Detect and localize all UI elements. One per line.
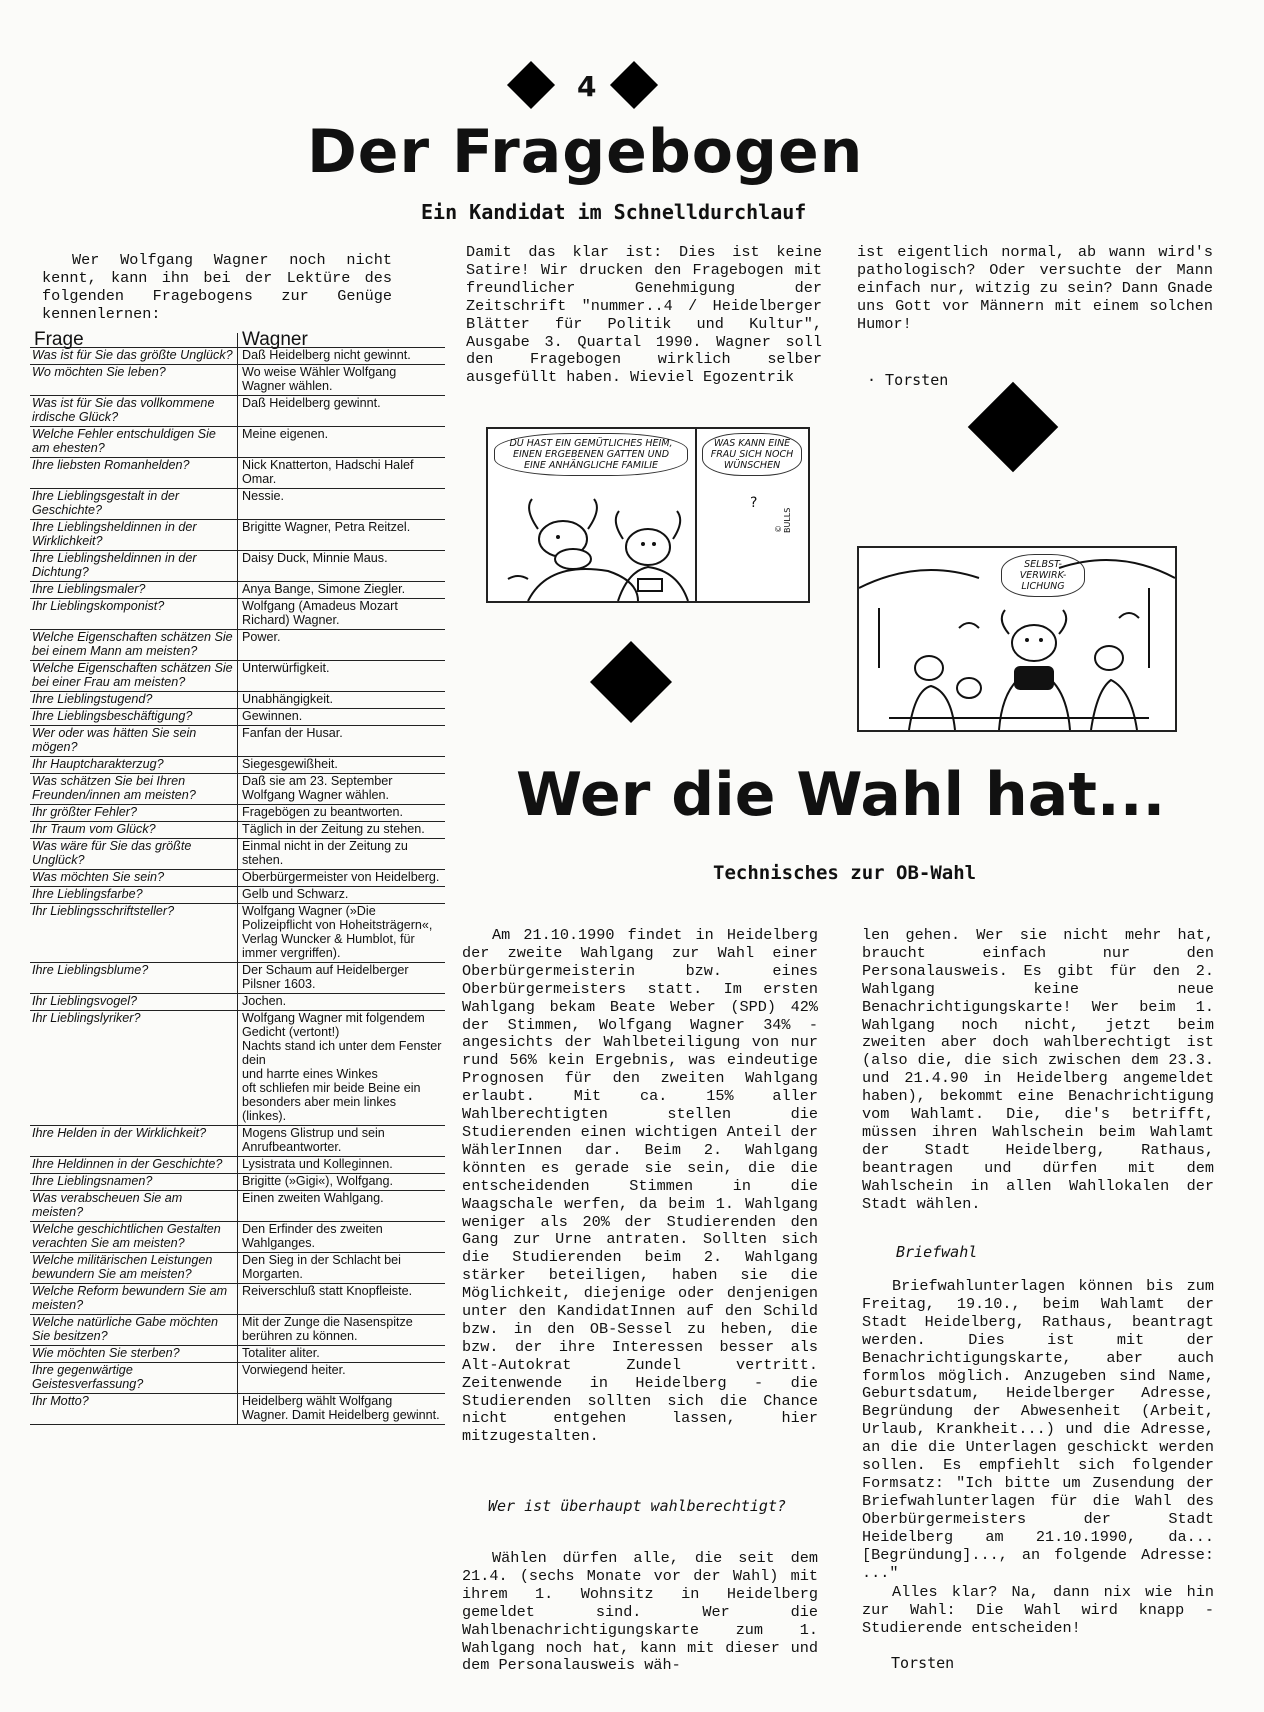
table-row — [30, 963, 445, 994]
question-cell: Was verabscheuen Sie am meisten? — [30, 1191, 238, 1222]
question-cell: Was schätzen Sie bei Ihren Freunden/innen am meisten? — [30, 774, 238, 805]
table-row — [30, 1315, 445, 1346]
table-row — [30, 805, 445, 822]
table-row — [30, 1394, 445, 1425]
answer-cell: Unterwürfigkeit. — [238, 661, 446, 692]
question-mark: ? — [750, 495, 758, 511]
table-row — [30, 839, 445, 870]
table-row — [30, 1157, 445, 1174]
question-cell: Ihre Lieblingsbeschäftigung? — [30, 709, 238, 726]
table-header-row — [30, 333, 445, 348]
table-row — [30, 427, 445, 458]
question-cell: Ihre Lieblingstugend? — [30, 692, 238, 709]
ornament-diamond-right-column — [968, 382, 1059, 473]
questionnaire-table — [30, 329, 445, 1425]
question-cell: Welche Reform bewundern Sie am meisten? — [30, 1284, 238, 1315]
article-col2-heading: Briefwahl — [896, 1243, 978, 1261]
speech-bubble-right: WAS KANN EINE FRAU SICH NOCH WÜNSCHEN — [702, 433, 802, 476]
table-row — [30, 692, 445, 709]
answer-cell: Daisy Duck, Minnie Maus. — [238, 551, 446, 582]
ornament-diamond-left — [507, 61, 555, 109]
answer-cell: Den Erfinder des zweiten Wahlganges. — [238, 1222, 446, 1253]
answer-cell: Anya Bange, Simone Ziegler. — [238, 582, 446, 599]
article-signature: Torsten — [891, 1654, 955, 1672]
table-row — [30, 1346, 445, 1363]
table-row — [30, 1253, 445, 1284]
table-row — [30, 396, 445, 427]
answer-cell: Mit der Zunge die Nasenspitze berühren zu können. — [238, 1315, 446, 1346]
question-cell: Welche geschichtlichen Gestalten verachten Sie am meisten? — [30, 1222, 238, 1253]
question-cell: Welche natürliche Gabe möchten Sie besitzen? — [30, 1315, 238, 1346]
table-row — [30, 1222, 445, 1253]
answer-cell: Täglich in der Zeitung zu stehen. — [238, 822, 446, 839]
table-row — [30, 1191, 445, 1222]
question-cell: Wer oder was hätten Sie sein mögen? — [30, 726, 238, 757]
answer-cell: Gewinnen. — [238, 709, 446, 726]
question-cell: Welche Fehler entschuldigen Sie am ehesten? — [30, 427, 238, 458]
question-cell: Ihre Lieblingsfarbe? — [30, 887, 238, 904]
cartoon-self-realisation — [857, 546, 1177, 732]
answer-cell: Vorwiegend heiter. — [238, 1363, 446, 1394]
table-row — [30, 904, 445, 963]
answer-cell: Den Sieg in der Schlacht bei Morgarten. — [238, 1253, 446, 1284]
answer-cell: Siegesgewißheit. — [238, 757, 446, 774]
question-cell: Ihre Lieblingsmaler? — [30, 582, 238, 599]
answer-cell: Gelb und Schwarz. — [238, 887, 446, 904]
answer-cell: Daß Heidelberg nicht gewinnt. — [238, 348, 446, 365]
table-row — [30, 582, 445, 599]
question-cell: Was möchten Sie sein? — [30, 870, 238, 887]
table-row — [30, 1363, 445, 1394]
answer-cell: Nick Knatterton, Hadschi Halef Omar. — [238, 458, 446, 489]
question-cell: Ihre Lieblingsnamen? — [30, 1174, 238, 1191]
article-col2-para3: Alles klar? Na, dann nix wie hin zur Wahl: Die Wahl wird knapp - Studierende entscheiden! — [862, 1583, 1214, 1637]
question-cell: Was ist für Sie das vollkommene irdische Glück? — [30, 396, 238, 427]
question-cell: Was wäre für Sie das größte Unglück? — [30, 839, 238, 870]
question-cell: Ihr Lieblingslyriker? — [30, 1011, 238, 1126]
answer-cell: Meine eigenen. — [238, 427, 446, 458]
question-cell: Ihre Helden in der Wirklichkeit? — [30, 1126, 238, 1157]
answer-cell: Wolfgang Wagner mit folgendem Gedicht (vertont!) Nachts stand ich unter dem Fenster dein und harrte eines Winkes oft schliefen mir beide Beine ein besonders aber mein linkes (linkes). — [238, 1011, 446, 1126]
table-row — [30, 365, 445, 396]
speech-bubble-self: SELBST-VERWIRK-LICHUNG — [1001, 554, 1085, 597]
table-row — [30, 1126, 445, 1157]
question-cell: Ihre Lieblingsheldinnen in der Wirklichkeit? — [30, 520, 238, 551]
table-row — [30, 520, 445, 551]
answer-cell: Daß sie am 23. September Wolfgang Wagner wählen. — [238, 774, 446, 805]
question-cell: Ihr größter Fehler? — [30, 805, 238, 822]
table-row — [30, 1174, 445, 1191]
question-cell: Wo möchten Sie leben? — [30, 365, 238, 396]
table-row — [30, 630, 445, 661]
answer-cell: Wolfgang (Amadeus Mozart Richard) Wagner. — [238, 599, 446, 630]
question-cell: Ihr Hauptcharakterzug? — [30, 757, 238, 774]
answer-cell: Einmal nicht in der Zeitung zu stehen. — [238, 839, 446, 870]
column-header-question: Frage — [30, 333, 238, 348]
answer-cell: Daß Heidelberg gewinnt. — [238, 396, 446, 427]
question-cell: Ihr Lieblingskomponist? — [30, 599, 238, 630]
answer-cell: Mogens Glistrup und sein Anrufbeantworter. — [238, 1126, 446, 1157]
answer-cell: Unabhängigkeit. — [238, 692, 446, 709]
answer-cell: Lysistrata und Kolleginnen. — [238, 1157, 446, 1174]
speech-bubble-left: DU HAST EIN GEMÜTLICHES HEIM, EINEN ERGEBENEN GATTEN UND EINE ANHÄNGLICHE FAMILIE — [494, 433, 688, 476]
table-row — [30, 757, 445, 774]
answer-cell: Nessie. — [238, 489, 446, 520]
article-col1-para2: Wählen dürfen alle, die seit dem 21.4. (sechs Monate vor der Wahl) mit ihrem 1. Wohnsitz in Heidelberg gemeldet sind. Wer die Wahlbenachrichtigungskarte zum 1. Wahlgang noch hat, kann mit dieser und dem Personalausweis wäh- — [462, 1549, 818, 1675]
table-row — [30, 994, 445, 1011]
question-cell: Ihr Traum vom Glück? — [30, 822, 238, 839]
cartoon-credit: © BULLS — [774, 507, 792, 533]
table-row — [30, 661, 445, 692]
intro-column-right: ist eigentlich normal, ab wann wird's pathologisch? Oder versuchte der Mann einfach nur, witzig zu sein? Dann Gnade uns Gott vor Männern mit einem solchen Humor! — [857, 243, 1213, 333]
answer-cell: Totaliter aliter. — [238, 1346, 446, 1363]
table-row — [30, 458, 445, 489]
article-col1-heading: Wer ist überhaupt wahlberechtigt? — [488, 1497, 787, 1515]
answer-cell: Der Schaum auf Heidelberger Pilsner 1603. — [238, 963, 446, 994]
question-cell: Welche militärischen Leistungen bewundern Sie am meisten? — [30, 1253, 238, 1284]
page-title: Der Fragebogen — [307, 117, 864, 187]
ornament-diamond-right — [610, 61, 658, 109]
table-row — [30, 887, 445, 904]
question-cell: Wie möchten Sie sterben? — [30, 1346, 238, 1363]
article-col2-para2: Briefwahlunterlagen können bis zum Freitag, 19.10., beim Wahlamt der Stadt Heidelberg, Rathaus, beantragt werden. Dies ist mit der Benachrichtigungskarte, aber auch formlos möglich. Anzugeben sind Name, Geburtsdatum, Heidelberger Adresse, Begründung der Abwesenheit (Arbeit, Urlaub, Krankheit...) und die Adresse, an die die Unterlagen geschickt werden sollen. Es empfiehlt sich folgender Formsatz: "Ich bitte um Zusendung der Briefwahlunterlagen für die Wahl des Oberbürgermeisters der Stadt Heidelberg am 21.10.1990, da...[Begründung]..., an folgende Adresse: ..." — [862, 1277, 1214, 1582]
answer-cell: Reiverschluß statt Knopfleiste. — [238, 1284, 446, 1315]
column-header-answer: Wagner — [238, 333, 446, 348]
table-row — [30, 870, 445, 887]
intro-column-middle: Damit das klar ist: Dies ist keine Satire! Wir drucken den Fragebogen mit freundlicher Genehmigung der Zeitschrift "nummer..4 / Heidelberger Blätter für Politik und Kultur", Ausgabe 3. Quartal 1990. Wagner soll den Fragebogen wirklich selber ausgefüllt haben. Wieviel Egozentrik — [466, 243, 822, 387]
question-cell: Ihre Heldinnen in der Geschichte? — [30, 1157, 238, 1174]
crowd-drawing — [859, 548, 1175, 730]
intro-text: Wer Wolfgang Wagner noch nicht kennt, kann ihn bei der Lektüre des folgenden Fragebogens zur Genüge kennenlernen: — [42, 251, 392, 323]
question-cell: Ihr Lieblingsvogel? — [30, 994, 238, 1011]
answer-cell: Heidelberg wählt Wolfgang Wagner. Damit Heidelberg gewinnt. — [238, 1394, 446, 1425]
table-row — [30, 599, 445, 630]
question-cell: Ihr Motto? — [30, 1394, 238, 1425]
signature-top: · Torsten — [867, 371, 949, 389]
question-cell: Ihre gegenwärtige Geistesverfassung? — [30, 1363, 238, 1394]
article-headline: Wer die Wahl hat... — [516, 760, 1166, 830]
table-row — [30, 726, 445, 757]
table-row — [30, 709, 445, 726]
answer-cell: Brigitte (»Gigi«), Wolfgang. — [238, 1174, 446, 1191]
question-cell: Welche Eigenschaften schätzen Sie bei einem Mann am meisten? — [30, 630, 238, 661]
question-cell: Ihre Lieblingsblume? — [30, 963, 238, 994]
table-row — [30, 774, 445, 805]
question-cell: Ihre liebsten Romanhelden? — [30, 458, 238, 489]
page-subtitle: Ein Kandidat im Schnelldurchlauf — [421, 200, 807, 224]
table-row — [30, 1011, 445, 1126]
answer-cell: Wolfgang Wagner (»Die Polizeipflicht von Hoheitsträgern«, Verlag Wuncker & Humblot, für immer vergriffen). — [238, 904, 446, 963]
page-number: 4 — [577, 70, 597, 103]
questionnaire-body — [30, 348, 445, 1425]
cartoon-viking-wishes — [486, 427, 810, 603]
article-col1-para1: Am 21.10.1990 findet in Heidelberg der zweite Wahlgang zur Wahl einer Oberbürgermeisterin bzw. eines Oberbürgermeisters statt. Im ersten Wahlgang bekam Beate Weber (SPD) 42% der Stimmen, Wolfgang Wagner 34% - angesichts der Wahlbeteiligung von nur rund 56% kein Ergebnis, was eindeutige Prognosen für den zweiten Wahlgang erlaubt. Mit ca. 15% aller Wahlberechtigten stellen die Studierenden einen wichtigen Anteil der WählerInnen dar. Beim 2. Wahlgang könnten es gerade sie sein, die die entscheidenden Stimmen in die Waagschale werfen, da beim 1. Wahlgang weniger als 20% der Studierenden den Gang zur Urne antraten. Sollten sich die Studierenden beim 2. Wahlgang stärker beteiligen, haben sie die Möglichkeit, diejenige oder denjenigen unter den KandidatInnen auf den Schild bzw. in den OB-Sessel zu heben, die bzw. der ihre Interessen besser als Alt-Autokrat Zundel vertritt. Zeitenwende in Heidelberg - die Studierenden sollten sich die Chance nicht entgehen lassen, hier mitzugestalten. — [462, 926, 818, 1446]
vikings-drawing — [488, 429, 808, 601]
question-cell: Was ist für Sie das größte Unglück? — [30, 348, 238, 365]
question-cell: Welche Eigenschaften schätzen Sie bei einer Frau am meisten? — [30, 661, 238, 692]
table-row — [30, 489, 445, 520]
answer-cell: Jochen. — [238, 994, 446, 1011]
answer-cell: Oberbürgermeister von Heidelberg. — [238, 870, 446, 887]
answer-cell: Power. — [238, 630, 446, 661]
answer-cell: Einen zweiten Wahlgang. — [238, 1191, 446, 1222]
ornament-diamond-middle — [590, 641, 672, 723]
question-cell: Ihre Lieblingsheldinnen in der Dichtung? — [30, 551, 238, 582]
answer-cell: Fanfan der Husar. — [238, 726, 446, 757]
table-row — [30, 822, 445, 839]
article-col2-para1: len gehen. Wer sie nicht mehr hat, braucht einfach nur den Personalausweis. Es gibt für den 2. Wahlgang keine neue Benachrichtigungskarte! Wer beim 1. Wahlgang noch nicht, jetzt beim zweiten aber doch wahlberechtigt ist (also die, die sich zwischen dem 23.3. und 21.4.90 in Heidelberg angemeldet haben), bekommt eine Benachrichtigung vom Wahlamt. Die, die's betrifft, müssen ihren Wahlschein beim Wahlamt der Stadt Heidelberg, Rathaus, beantragen und dürfen mit dem Wahlschein in allen Wahllokalen der Stadt wählen. — [862, 926, 1214, 1213]
question-cell: Ihre Lieblingsgestalt in der Geschichte? — [30, 489, 238, 520]
question-cell: Ihr Lieblingsschriftsteller? — [30, 904, 238, 963]
table-row — [30, 551, 445, 582]
answer-cell: Brigitte Wagner, Petra Reitzel. — [238, 520, 446, 551]
answer-cell: Wo weise Wähler Wolfgang Wagner wählen. — [238, 365, 446, 396]
table-row — [30, 1284, 445, 1315]
article-subhead: Technisches zur OB-Wahl — [713, 862, 977, 884]
table-row — [30, 348, 445, 365]
answer-cell: Fragebögen zu beantworten. — [238, 805, 446, 822]
